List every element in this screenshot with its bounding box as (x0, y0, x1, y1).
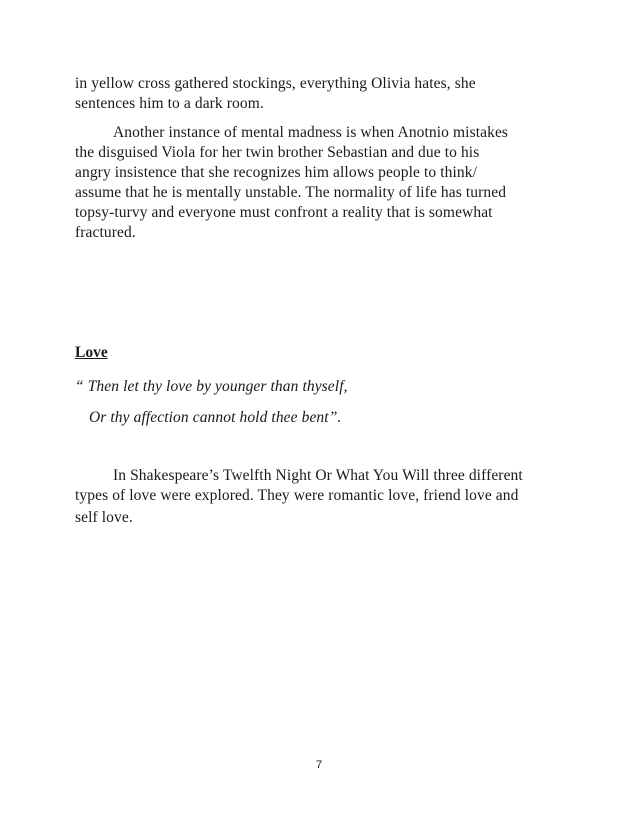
section-heading-love: Love (75, 344, 108, 361)
quote-line-1: “ Then let thy love by younger than thyself, (75, 378, 348, 395)
page-number: 7 (315, 759, 323, 771)
paragraph-2-line-1: Another instance of mental madness is when Anotnio mistakes (113, 124, 509, 141)
paragraph-2-line-2: the disguised Viola for her twin brother Sebastian and due to his (75, 144, 480, 161)
paragraph-3-line-1: In Shakespeare’s Twelfth Night Or What You Will three different (113, 467, 523, 484)
paragraph-1-line-1: in yellow cross gathered stockings, everything Olivia hates, she (75, 75, 476, 92)
paragraph-2-line-6: fractured. (75, 224, 136, 241)
paragraph-2-line-5: topsy-turvy and everyone must confront a reality that is somewhat (75, 204, 493, 221)
paragraph-2-line-4: assume that he is mentally unstable. The normality of life has turned (75, 184, 507, 201)
paragraph-2-line-3: angry insistence that she recognizes him allows people to think/ (75, 164, 477, 181)
quote-line-2: Or thy affection cannot hold thee bent”. (89, 409, 342, 426)
paragraph-1-line-2: sentences him to a dark room. (75, 95, 264, 112)
paragraph-3-line-3: self love. (75, 509, 133, 526)
paragraph-3-line-2: types of love were explored. They were romantic love, friend love and (75, 487, 519, 504)
